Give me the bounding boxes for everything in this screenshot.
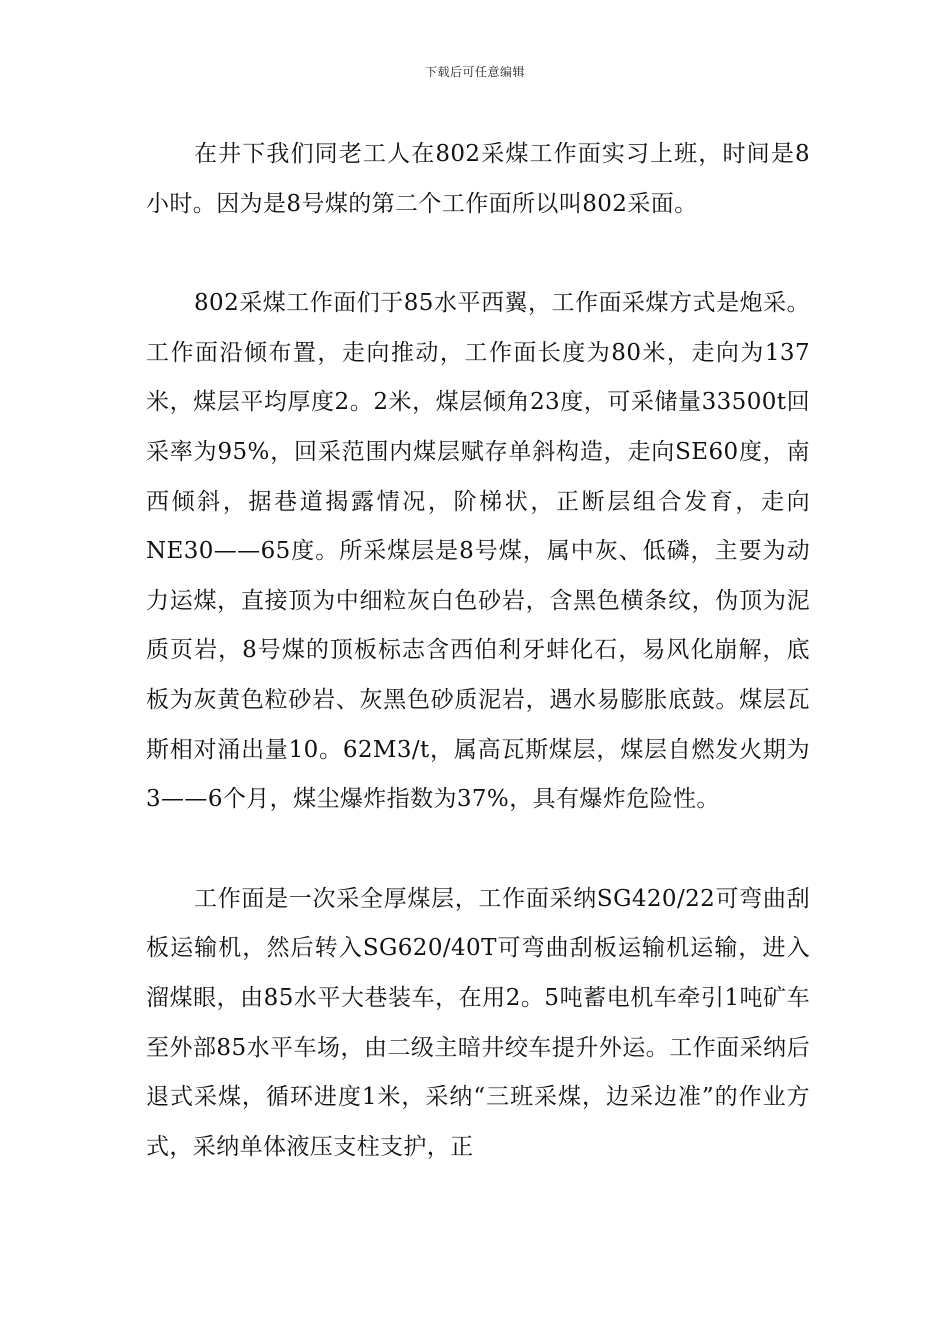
paragraph-2: 802采煤工作面们于85水平西翼，工作面采煤方式是炮采。工作面沿倾布置，走向推动，工作面长度为80米，走向为137米，煤层平均厚度2。2米，煤层倾角23度，可采储量33500t回采率为95%，回采范围内煤层赋存单斜构造，走向SE60度，南西倾斜，据巷道揭露情况，阶梯状，正断层组合发育，走向NE30——65度。所采煤层是8号煤，属中灰、低磷，主要为动力运煤，直接顶为中细粒灰白色砂岩，含黑色横条纹，伪顶为泥质页岩，8号煤的顶板标志含西伯利牙蚌化石，易风化崩解，底板为灰黄色粒砂岩、灰黑色砂质泥岩，遇水易膨胀底鼓。煤层瓦斯相对涌出量10。62M3/t，属高瓦斯煤层，煤层自燃发火期为3——6个月，煤尘爆炸指数为37%，具有爆炸危险性。 (146, 290, 810, 813)
paragraph-1: 在井下我们同老工人在802采煤工作面实习上班，时间是8小时。因为是8号煤的第二个工作面所以叫802采面。 (146, 141, 810, 217)
paragraph-3: 工作面是一次采全厚煤层，工作面采纳SG420/22可弯曲刮板运输机，然后转入SG620/40T可弯曲刮板运输机运输，进入溜煤眼，由85水平大巷装车，在用2。5吨蓄电机车牵引1吨矿车至外部85水平车场，由二级主暗井绞车提升外运。工作面采纳后退式采煤，循环进度1米，采纳“三班采煤，边采边准”的作业方式，采纳单体液压支柱支护，正 (146, 885, 810, 1160)
page-header: 下载后可任意编辑 (424, 65, 525, 79)
document-body (146, 130, 810, 1172)
